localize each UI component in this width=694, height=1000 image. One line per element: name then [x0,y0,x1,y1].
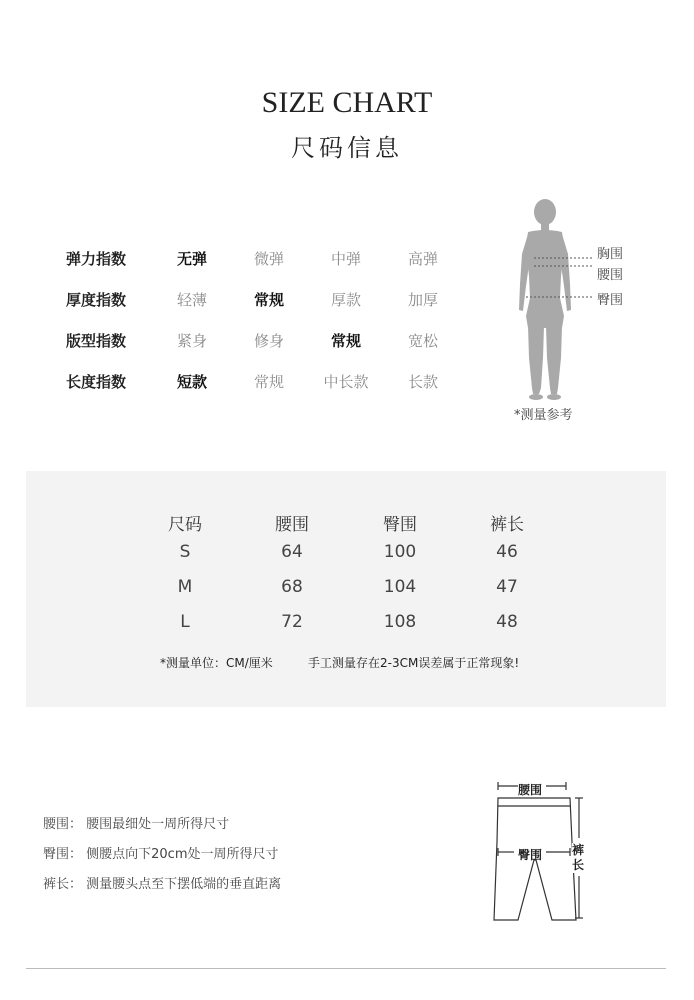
attr-option: 短款 [176,373,207,391]
table-header: 腰围 [275,515,309,535]
attr-row-length [66,371,486,411]
table-cell: 46 [496,542,518,562]
attr-option: 高弹 [407,250,438,268]
measure-waist: 腰围： 腰围最细处一周所得尺寸 [43,817,230,832]
attr-name: 长度指数 [66,373,127,391]
attr-option: 修身 [253,332,284,350]
table-cell: 108 [383,612,417,632]
table-cell: M [177,577,193,597]
attr-option: 常规 [330,332,361,350]
table-cell: 72 [281,612,303,632]
measure-length: 裤长： 测量腰头点至下摆低端的垂直距离 [43,877,282,892]
figure-caption: *测量参考 [514,408,573,423]
body-figure-icon [512,198,642,428]
attr-name: 版型指数 [66,332,127,350]
attr-option: 紧身 [176,332,207,350]
table-cell: 64 [281,542,303,562]
table-cell: 48 [496,612,518,632]
table-header: 尺码 [168,515,202,535]
diagram-label-hip: 臀围 [518,848,543,862]
attr-name: 厚度指数 [66,291,127,309]
attr-option: 常规 [253,373,284,391]
table-header: 裤长 [490,515,524,535]
table-cell: L [180,612,190,632]
fig-label-chest: 胸围 [597,247,624,262]
attr-option: 无弹 [176,250,207,268]
attr-row-thickness [66,289,486,329]
attr-option: 轻薄 [176,291,207,309]
page-title-cn: 尺码信息 [291,134,403,162]
attr-option: 厚款 [330,291,361,309]
attr-name: 弹力指数 [66,250,127,268]
fig-label-hip: 臀围 [597,293,624,308]
attr-option: 常规 [253,291,284,309]
attr-option: 中长款 [323,373,369,391]
table-cell: S [179,542,191,562]
note-unit: *测量单位：CM/厘米 [160,656,273,670]
size-table-panel [26,471,666,707]
bottom-divider [26,968,666,969]
attr-row-elasticity [66,248,486,288]
fig-label-waist: 腰围 [597,268,624,283]
attr-option: 宽松 [407,332,438,350]
table-header: 臀围 [383,515,417,535]
table-cell: 47 [496,577,518,597]
note-error: 手工测量存在2-3CM误差属于正常现象! [308,656,520,670]
attr-option: 中弹 [330,250,361,268]
diagram-label-waist: 腰围 [518,783,543,797]
attr-option: 微弹 [253,250,284,268]
diagram-label-length: 裤长 [572,843,585,872]
attr-row-fit [66,330,486,370]
table-cell: 104 [383,577,417,597]
table-cell: 100 [383,542,417,562]
table-cell: 68 [281,577,303,597]
attr-option: 长款 [407,373,438,391]
measure-hip: 臀围： 侧腰点向下20cm处一周所得尺寸 [43,847,279,862]
attr-option: 加厚 [407,291,438,309]
page-title-en: SIZE CHART [261,86,433,119]
